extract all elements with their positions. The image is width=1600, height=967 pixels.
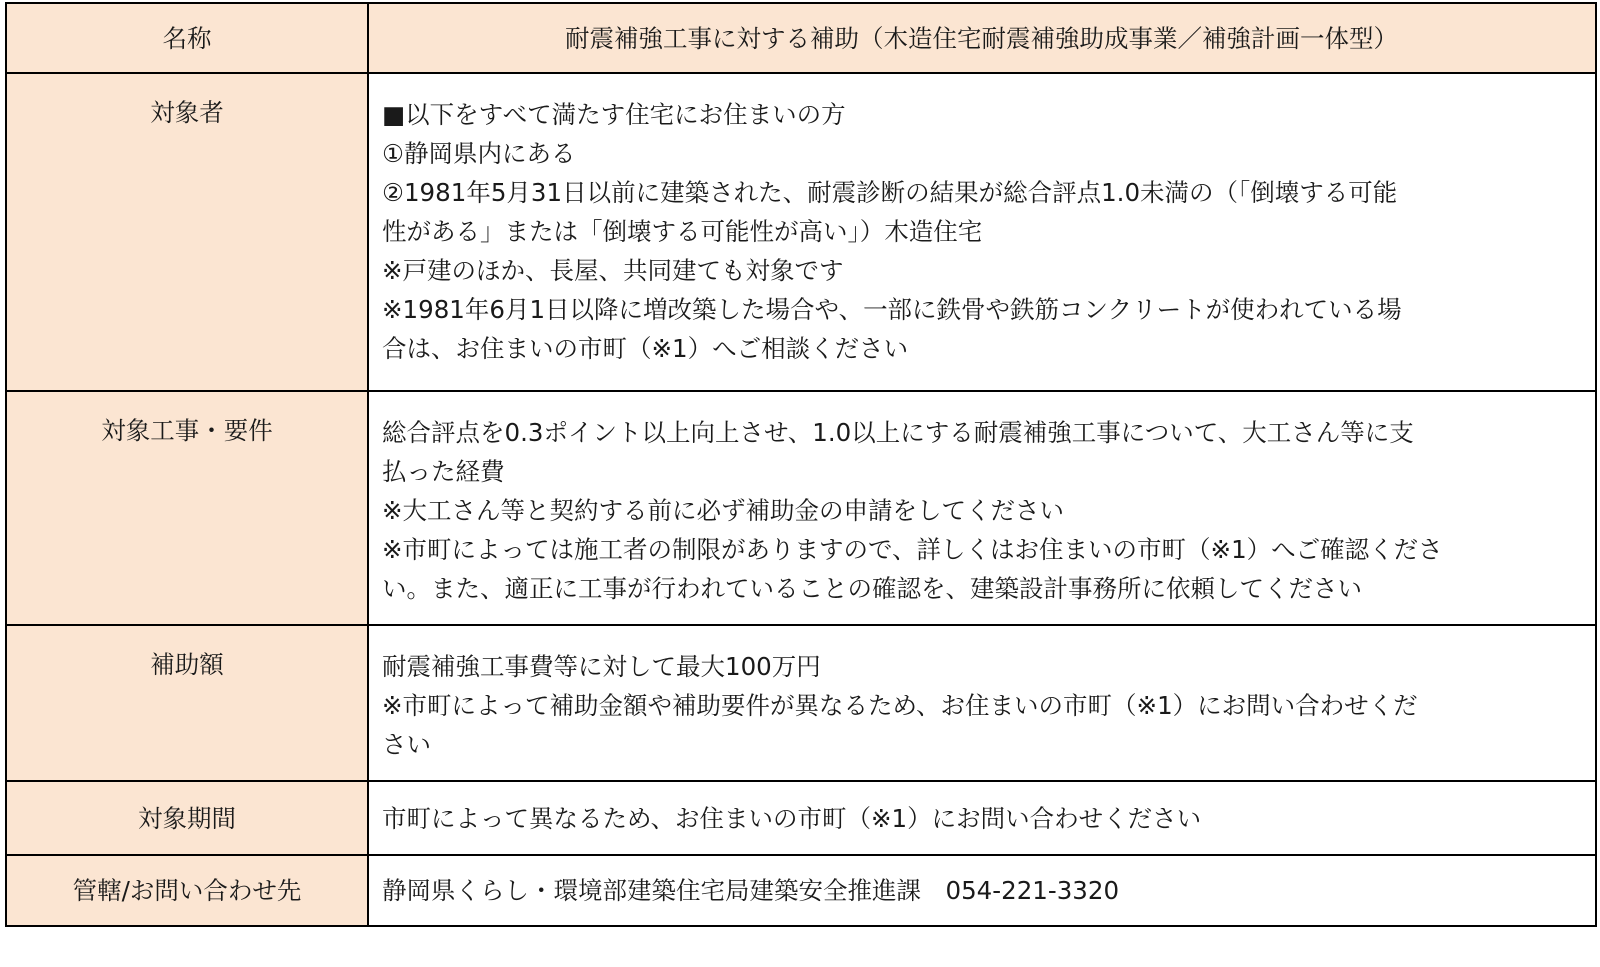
target-persons-line: ※戸建のほか、長屋、共同建ても対象です [382,256,844,285]
row-label-subsidy-amount: 補助額 [150,650,224,679]
header-value-cell [368,3,1596,73]
row-label-target-period: 対象期間 [138,803,236,833]
target-work-line: ※市町によっては施工者の制限がありますので、詳しくはお住まいの市町（※1）へご確認くださ [382,535,1443,564]
table-row-contact [6,855,1596,926]
table-row-target-work [6,391,1596,625]
subsidy-info-table [5,2,1597,927]
row-label-cell [6,391,368,625]
contact-line: 静岡県くらし・環境部建築住宅局建築安全推進課 054-221-3320 [382,876,1120,905]
subsidy-amount-line: ※市町によって補助金額や補助要件が異なるため、お住まいの市町（※1）にお問い合わせくだ [382,691,1418,720]
row-value-cell [368,391,1596,625]
target-persons-line: ■以下をすべて満たす住宅にお住まいの方 [382,100,846,129]
row-label-target-work: 対象工事・要件 [101,416,273,445]
row-value-cell [368,73,1596,391]
target-work-line: 払った経費 [382,457,505,486]
row-label-cell [6,73,368,391]
target-persons-line: 性がある」または「倒壊する可能性が高い」）木造住宅 [382,217,983,246]
row-label-target-persons: 対象者 [150,98,224,127]
target-persons-line: ②1981年5月31日以前に建築された、耐震診断の結果が総合評点1.0未満の（「倒壊する可能 [382,178,1398,207]
table-row-target-persons [6,73,1596,391]
table-row-target-period [6,781,1596,855]
row-label-contact: 管轄/お問い合わせ先 [72,876,302,905]
row-label-cell [6,855,368,926]
header-label-cell [6,3,368,73]
header-label: 名称 [162,23,212,53]
row-value-cell [368,781,1596,855]
target-work-line: い。また、適正に工事が行われていることの確認を、建築設計事務所に依頼してください [382,574,1362,603]
table-row-subsidy-amount [6,625,1596,781]
subsidy-amount-line: さい [382,730,431,759]
subsidy-amount-line: 耐震補強工事費等に対して最大100万円 [382,652,821,681]
row-value-cell [368,855,1596,926]
row-label-cell [6,625,368,781]
target-persons-line: ①静岡県内にある [382,139,576,168]
target-persons-line: ※1981年6月1日以降に増改築した場合や、一部に鉄骨や鉄筋コンクリートが使われている場 [382,295,1402,324]
row-label-cell [6,781,368,855]
target-work-line: ※大工さん等と契約する前に必ず補助金の申請をしてください [382,496,1065,525]
target-work-line: 総合評点を0.3ポイント以上向上させ、1.0以上にする耐震補強工事について、大工さん等に支 [382,418,1414,447]
subsidy-name: 耐震補強工事に対する補助（木造住宅耐震補強助成事業／補強計画一体型） [565,23,1398,53]
target-period-line: 市町によって異なるため、お住まいの市町（※1）にお問い合わせください [382,803,1202,833]
target-persons-line: 合は、お住まいの市町（※1）へご相談ください [382,334,909,363]
table-header-row [6,3,1596,73]
row-value-cell [368,625,1596,781]
